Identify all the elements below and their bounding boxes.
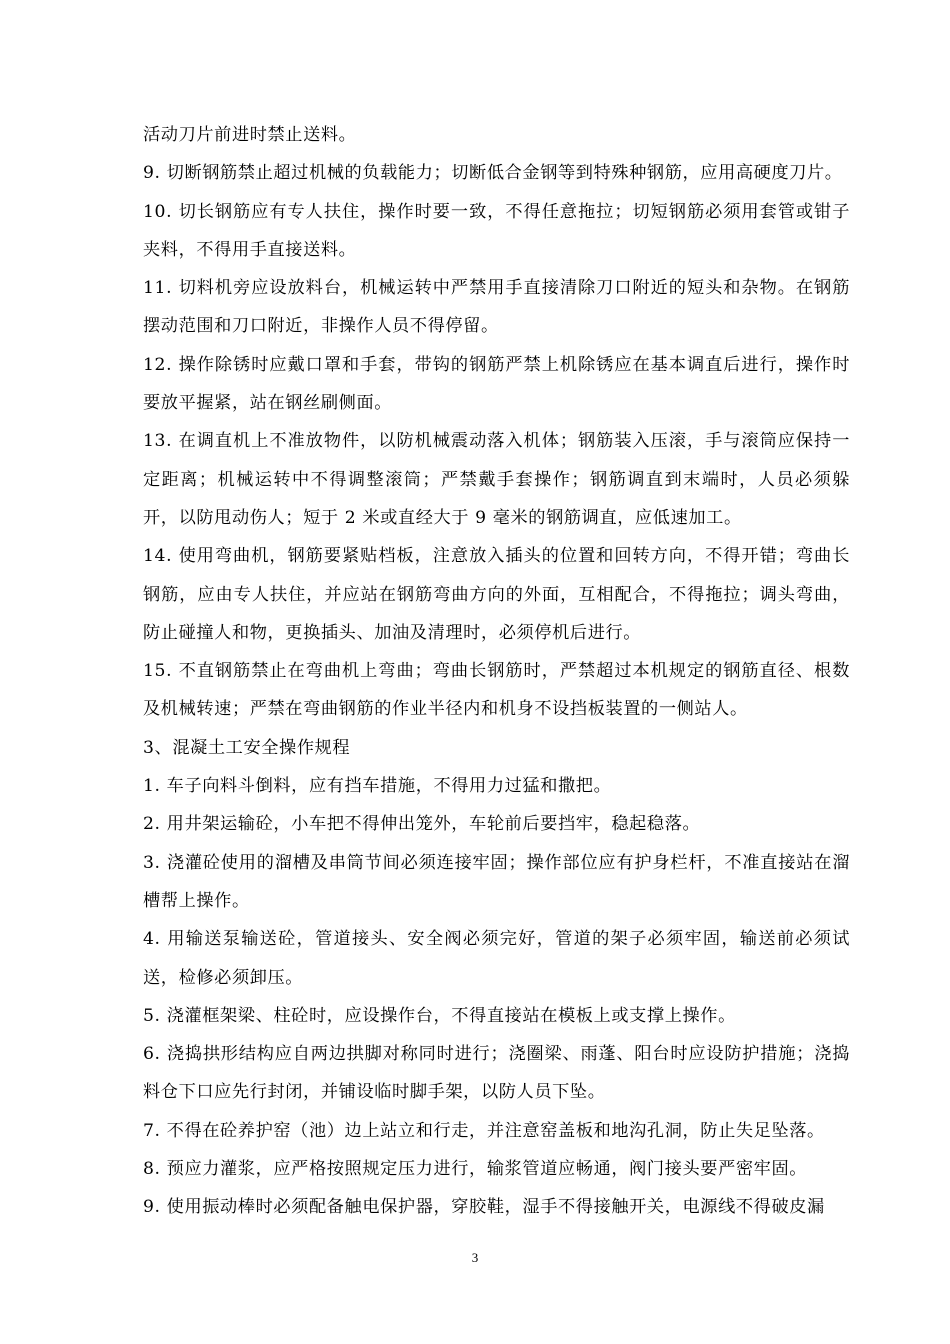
paragraph: 9. 使用振动棒时必须配备触电保护器，穿胶鞋，湿手不得接触开关，电源线不得破皮漏 [143,1197,825,1218]
paragraph: 3. 浇灌砼使用的溜槽及串筒节间必须连接牢固；操作部位应有护身栏杆，不准直接站在溜槽帮上操作。 [143,852,850,911]
paragraph: 15. 不直钢筋禁止在弯曲机上弯曲；弯曲长钢筋时，严禁超过本机规定的钢筋直径、根数及机械转速；严禁在弯曲钢筋的作业半径内和机身不设挡板装置的一侧站人。 [143,661,850,720]
paragraph: 4. 用输送泵输送砼，管道接头、安全阀必须完好，管道的架子必须牢固，输送前必须试送，检修必须卸压。 [143,929,850,988]
paragraph: 13. 在调直机上不准放物件，以防机械震动落入机体；钢筋装入压滚，手与滚筒应保持一定距离；机械运转中不得调整滚筒；严禁戴手套操作；钢筋调直到末端时，人员必须躲开，以防甩动伤人；短于 2 米或直经大于 9 毫米的钢筋调直，应低速加工。 [143,431,850,528]
paragraph: 9. 切断钢筋禁止超过机械的负载能力；切断低合金钢等到特殊种钢筋，应用高硬度刀片。 [143,163,843,184]
paragraph: 1. 车子向料斗倒料，应有挡车措施，不得用力过猛和撒把。 [143,776,612,797]
paragraph: 12. 操作除锈时应戴口罩和手套，带钩的钢筋严禁上机除锈应在基本调直后进行，操作时要放平握紧，站在钢丝刷侧面。 [143,354,850,414]
paragraph: 8. 预应力灌浆，应严格按照规定压力进行，输浆管道应畅通，阀门接头要严密牢固。 [143,1159,808,1180]
page-number: 3 [471,1250,479,1265]
paragraph: 10. 切长钢筋应有专人扶住，操作时要一致，不得任意拖拉；切短钢筋必须用套管或钳子夹料，不得用手直接送料。 [143,201,850,260]
paragraph: 5. 浇灌框架梁、柱砼时，应设操作台，不得直接站在模板上或支撑上操作。 [143,1005,736,1026]
paragraph: 7. 不得在砼养护窑（池）边上站立和行走，并注意窑盖板和地沟孔洞，防止失足坠落。 [143,1120,825,1141]
paragraph: 11. 切料机旁应设放料台，机械运转中严禁用手直接清除刀口附近的短头和杂物。在钢筋摆动范围和刀口附近，非操作人员不得停留。 [143,278,850,337]
section-heading: 3、混凝土工安全操作规程 [143,737,351,758]
document-body [143,116,850,1227]
paragraph: 14. 使用弯曲机，钢筋要紧贴档板，注意放入插头的位置和回转方向，不得开错；弯曲长钢筋，应由专人扶住，并应站在钢筋弯曲方向的外面，互相配合，不得拖拉；调头弯曲，防止碰撞人和物，更换插头、加油及清理时，必须停机后进行。 [143,546,850,643]
paragraph: 2. 用井架运输砼，小车把不得伸出笼外，车轮前后要挡牢，稳起稳落。 [143,814,701,835]
paragraph: 活动刀片前进时禁止送料。 [143,125,357,145]
paragraph: 6. 浇捣拱形结构应自两边拱脚对称同时进行；浇圈梁、雨蓬、阳台时应设防护措施；浇捣料仓下口应先行封闭，并铺设临时脚手架，以防人员下坠。 [143,1044,850,1103]
